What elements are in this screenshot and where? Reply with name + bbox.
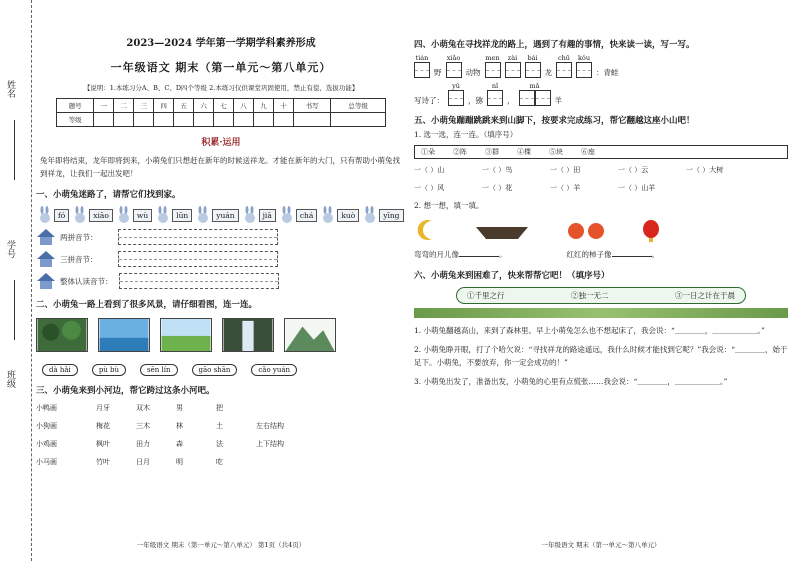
question-5-title: 五、小萌兔蹦蹦跳跳来到山脚下，按要求完成练习，帮它翻越这座小山吧！ <box>414 116 695 126</box>
sentence-3: 3. 小萌兔出发了，准备出发，小萌兔的心里有点慌张……我会说：“＿＿＿＿，＿＿＿＿＿＿。” <box>414 377 728 386</box>
syllable-card[interactable]: lūn <box>172 209 192 222</box>
score-table-row: 等级 <box>57 113 386 127</box>
waterfall-image <box>222 318 274 352</box>
rabbit-icon <box>361 206 379 224</box>
name-label: 姓名 <box>5 80 15 98</box>
page-footer: 一年级语文 期末（第一单元～第八单元） <box>541 541 661 549</box>
question-6-title: 六、小萌兔来到困难了，快来帮帮它吧！（填序号） <box>414 271 610 281</box>
answer-field[interactable] <box>119 273 279 289</box>
q5-part2-title: 2. 想一想，填一填。 <box>414 201 484 210</box>
binding-margin <box>0 0 32 561</box>
syllable-card[interactable]: yuán <box>212 209 238 222</box>
syllable-card[interactable]: fó <box>54 209 69 222</box>
writing-row-1: tián 野 xiǎo 动物 men zài bái 龙 chū kǒu ：青蛙 <box>415 54 619 77</box>
picture-items <box>414 218 788 242</box>
writing-cell[interactable] <box>446 62 462 78</box>
writing-cell[interactable] <box>556 62 572 78</box>
writing-cell[interactable] <box>448 90 464 106</box>
answer-blank[interactable] <box>459 256 499 257</box>
binding-line <box>14 120 15 180</box>
answer-field[interactable] <box>118 229 278 245</box>
rabbit-icon <box>241 206 259 224</box>
writing-cell[interactable] <box>414 62 430 78</box>
fill-item[interactable]: 一（ ）山 <box>414 166 445 174</box>
pinyin-option[interactable]: cǎo yuán <box>251 364 297 376</box>
fill-item[interactable]: 一（ ）羊 <box>550 184 581 192</box>
fill-item[interactable]: 一（ ）鸟 <box>482 166 513 174</box>
writing-cell[interactable] <box>505 62 521 78</box>
rabbit-icon <box>319 206 337 224</box>
syllable-card[interactable]: yīng <box>379 209 403 222</box>
writing-cell[interactable] <box>576 62 592 78</box>
left-page <box>36 0 406 561</box>
score-table-header: 题号 一 二 三 四 五 六 七 八 九 十 书写 总等级 <box>57 99 386 113</box>
syllable-card[interactable]: jiā <box>259 209 276 222</box>
rabbit-icon <box>115 206 133 224</box>
pinyin-option[interactable]: gāo shān <box>192 364 238 376</box>
measure-word-options: ①朵 ②阵 ③群 ④棵 ⑤块 ⑥座 <box>414 145 788 159</box>
fill-item[interactable]: 一（ ）花 <box>482 184 513 192</box>
page-footer: 一年级语文 期末（第一单元～第八单元） 第1页（共4页） <box>136 541 306 549</box>
writing-cell[interactable] <box>487 90 503 106</box>
writing-cell[interactable] <box>535 90 551 106</box>
exam-header-line1: 2023—2024 学年第一学期学科素养形成 <box>126 38 316 49</box>
rabbit-icon <box>278 206 296 224</box>
mountain-image <box>284 318 336 352</box>
lantern-icon <box>642 218 660 242</box>
syllable-card[interactable]: xiāo <box>89 209 113 222</box>
binding-line <box>14 280 15 340</box>
fill-item[interactable]: 一（ ）风 <box>414 184 445 192</box>
rabbit-icon <box>154 206 172 224</box>
boat-icon <box>474 219 530 241</box>
proverb-banner: ①千里之行 ②独一无二 ③一日之计在于晨 <box>456 287 746 304</box>
moon-icon <box>414 218 438 242</box>
answer-blank[interactable] <box>612 256 652 257</box>
class-label: 班级 <box>5 370 15 388</box>
score-table <box>56 98 386 127</box>
writing-cell[interactable] <box>485 62 501 78</box>
intro-paragraph: 兔年即将结束，龙年即将到来，小萌兔们只想赶在新年的时候送祥龙。才能在新年的大门，只有帮助小萌兔找到祥龙，让我们一起出发吧！ <box>40 156 400 178</box>
question-4-title: 四、小萌兔在寻找祥龙的路上，遇到了有趣的事情，快来读一读，写一写。 <box>414 40 695 50</box>
exam-header-line2: 一年级语文 期末（第一单元～第八单元） <box>110 61 332 74</box>
exam-note: 【说明：1.本练习分A、B、C、D四个等级 2.本练习仅供课堂巩固使用，禁止有偿、选拔功能】 <box>83 84 359 92</box>
question-3-title: 三、小萌兔来到小河边，帮它跨过这条小河吧。 <box>36 386 215 396</box>
house-row-whole: 整体认读音节： <box>36 272 406 290</box>
house-icon <box>36 228 56 246</box>
measure-word-fills <box>414 165 788 193</box>
persimmon-icon <box>566 220 606 240</box>
fill-item[interactable]: 一（ ）大树 <box>686 166 724 174</box>
fill-item[interactable]: 一（ ）田 <box>550 166 581 174</box>
writing-cell[interactable] <box>525 62 541 78</box>
house-icon <box>36 250 56 268</box>
fill-item[interactable]: 一（ ）云 <box>618 166 649 174</box>
syllable-card[interactable]: kuò <box>337 209 359 222</box>
matching-grid: 小鸭画 月牙 双木 男 把 小狗画 梅花 三木 林 土 左右结构 小鸡画 枫叶 田力 森 法 上下结构 小马画 竹叶 日月 明 吃 <box>36 404 284 466</box>
house-row-three-part: 三拼音节： <box>36 250 406 268</box>
rabbit-icon <box>36 206 54 224</box>
syllable-row <box>36 206 406 224</box>
question-2-title: 二、小萌兔一路上看到了很多风景，请仔细看图，连一连。 <box>36 300 258 310</box>
answer-field[interactable] <box>118 251 278 267</box>
pinyin-option[interactable]: dà hǎi <box>42 364 78 376</box>
sentence-1: 1. 小萌兔翻越高山，来到了森林里。早上小萌兔怎么也不想起床了，我会说：“＿＿＿＿，＿＿＿＿＿＿。” <box>414 326 765 335</box>
rabbit-icon <box>71 206 89 224</box>
writing-row-2: 写诗了： yǔ ，猕 nǐ ， mǎ 羊 <box>414 82 562 105</box>
grass-strip <box>414 308 788 318</box>
sentence-2: 2. 小萌兔睁开眼，打了个哈欠说：“寻找祥龙的路途遥远，我什么时候才能找到它呢？”我会说：“＿＿＿＿，始于足下。小萌兔，不要放弃，你一定会成功的！” <box>414 345 788 367</box>
pinyin-option[interactable]: pù bù <box>92 364 126 376</box>
q5-part1-title: 1. 选一选，连一连。（填序号） <box>414 130 518 139</box>
syllable-card[interactable]: chá <box>296 209 318 222</box>
question-1-title: 一、小萌兔迷路了，请帮它们找到家。 <box>36 190 181 200</box>
pinyin-option[interactable]: sēn lín <box>140 364 177 376</box>
writing-cell[interactable] <box>519 90 535 106</box>
scene-images <box>36 318 406 352</box>
forest-image <box>36 318 88 352</box>
student-id-label: 学号 <box>5 240 15 258</box>
fill-item[interactable]: 一（ ）山羊 <box>618 184 656 192</box>
section-title: 积累·运用 <box>201 138 241 148</box>
pinyin-options <box>42 364 406 376</box>
sea-image <box>98 318 150 352</box>
right-page <box>414 0 788 561</box>
grassland-image <box>160 318 212 352</box>
syllable-card[interactable]: wù <box>133 209 152 222</box>
house-icon <box>36 272 56 290</box>
rabbit-icon <box>194 206 212 224</box>
comparison-row: 弯弯的月儿像 。 红红的柿子像 。 <box>414 250 659 259</box>
house-row-two-part: 两拼音节： <box>36 228 406 246</box>
